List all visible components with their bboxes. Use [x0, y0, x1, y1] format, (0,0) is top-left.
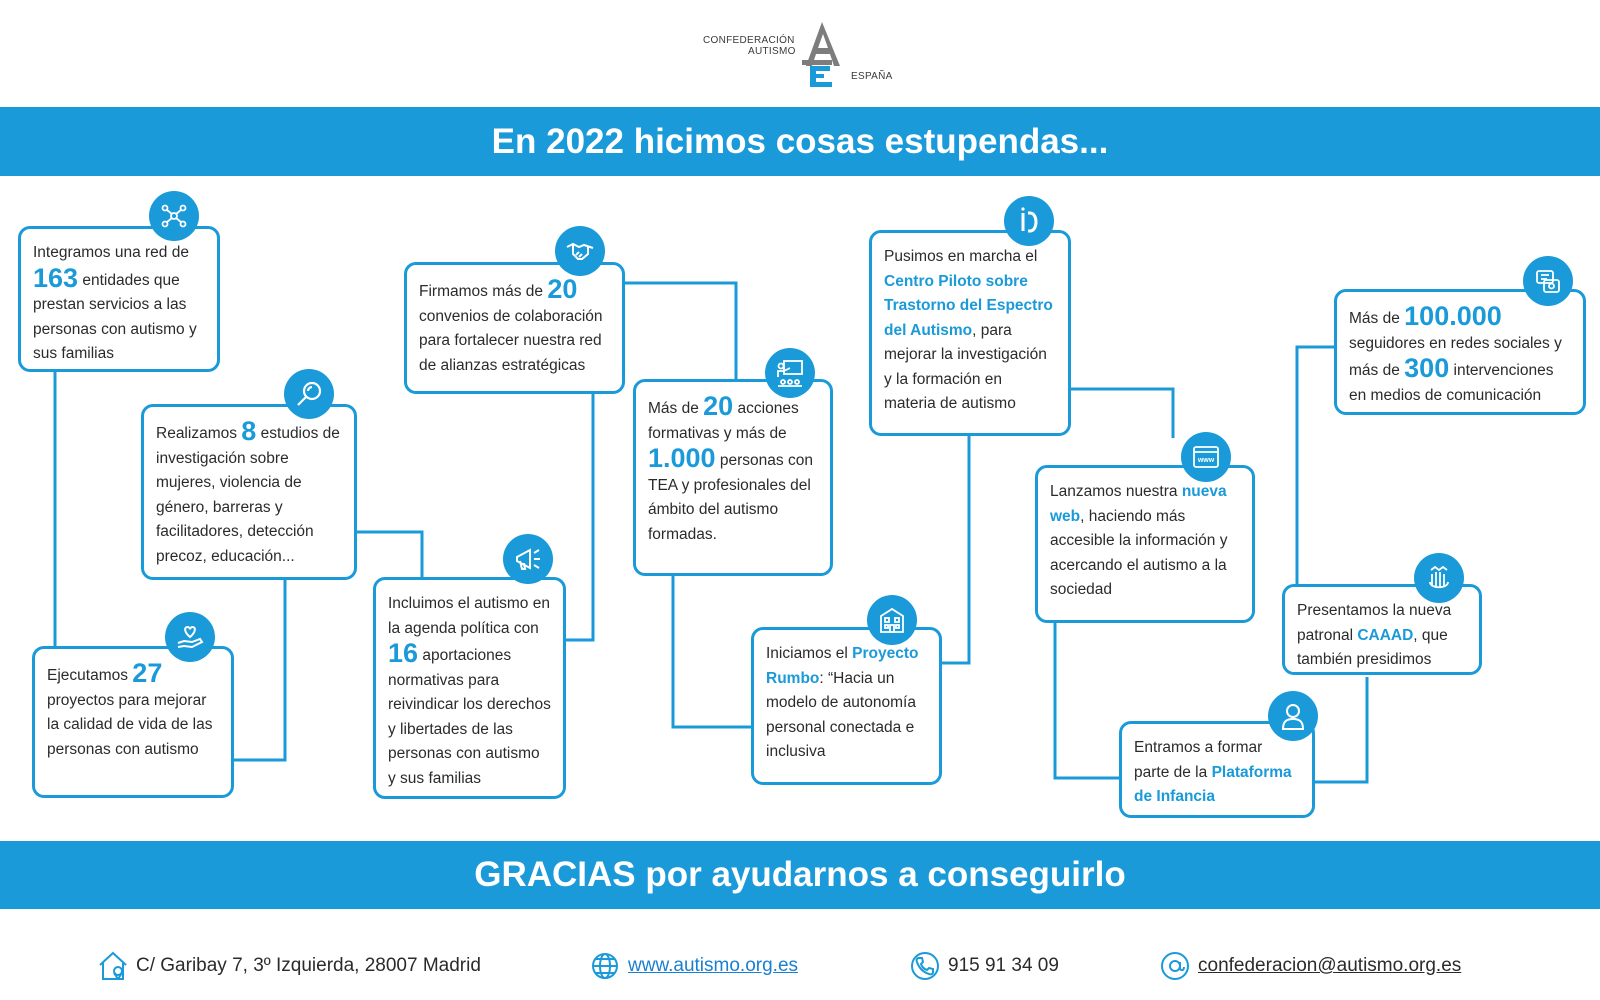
social-media-icon [1523, 256, 1573, 306]
achievement-training-card [633, 379, 833, 576]
achievement-social-media-card [1334, 289, 1586, 415]
card-text: personas con TEA y profesionales del ámbito del autismo formadas. [648, 452, 813, 543]
page-title: En 2022 hicimos cosas estupendas... [491, 121, 1109, 161]
card-text: , para mejorar la investigación y la formación en materia de autismo [884, 321, 1047, 412]
highlight-text: CAAAD [1357, 626, 1414, 644]
address-text: C/ Garibay 7, 3º Izquierda, 28007 Madrid [136, 955, 481, 976]
card-text: Lanzamos nuestra [1050, 483, 1178, 500]
thanks-band [0, 841, 1600, 909]
phone-icon [908, 949, 942, 983]
thanks-title: GRACIAS por ayudarnos a conseguirlo [474, 855, 1126, 894]
highlight-number: 20 [547, 274, 578, 304]
card-text: Más de [648, 400, 699, 417]
card-text: Entramos a formar parte de la [1134, 739, 1263, 781]
hands-together-icon [1414, 553, 1464, 603]
at-sign-icon [1158, 949, 1192, 983]
achievement-network-card [18, 226, 220, 372]
achievement-agreements-card [404, 262, 625, 394]
megaphone-icon [503, 534, 553, 584]
globe-icon [588, 949, 622, 983]
highlight-number: 27 [132, 658, 163, 688]
magnifier-icon [284, 369, 334, 419]
card-text: Realizamos [156, 425, 237, 442]
card-text: convenios de colaboración para fortalecer nuestra red de alianzas estratégicas [419, 307, 603, 374]
highlight-text: nueva web [1050, 483, 1227, 525]
card-text: Ejecutamos [47, 667, 128, 684]
highlight-text: Plataforma de Infancia [1134, 763, 1292, 805]
hand-heart-icon [165, 612, 215, 662]
network-icon [149, 191, 199, 241]
card-text: , que también presidimos [1297, 626, 1448, 668]
achievement-rumbo-card [751, 627, 942, 785]
highlight-text: Proyecto Rumbo [766, 645, 919, 687]
card-text: , haciendo más accesible la información y acercando el autismo a la sociedad [1050, 507, 1228, 598]
card-text: Firmamos más de [419, 283, 544, 300]
card-text: Pusimos en marcha el [884, 248, 1038, 265]
person-icon [1268, 691, 1318, 741]
logo-line-2: AUTISMO [748, 46, 796, 57]
card-text: entidades que prestan servicios a las personas con autismo y sus familias [33, 271, 197, 362]
card-text: : “Hacia un modelo de autonomía personal conectada e inclusiva [766, 669, 916, 760]
highlight-number: 163 [33, 262, 79, 293]
footer-phone[interactable] [908, 950, 1059, 982]
home-location-icon [96, 949, 130, 983]
website-link[interactable]: www.autismo.org.es [628, 955, 799, 976]
card-text: aportaciones normativas para reivindicar los derechos y libertades de las personas con autismo y sus familias [388, 647, 551, 787]
teacher-board-icon [765, 348, 815, 398]
centro-logo-icon [1004, 196, 1054, 246]
svg-text:www: www [1197, 457, 1215, 464]
handshake-icon [555, 226, 605, 276]
card-text: seguidores en redes sociales y más de [1349, 334, 1562, 379]
card-text: estudios de investigación sobre mujeres, violencia de género, barreras y facilitadores, detección precoz, educación... [156, 425, 340, 565]
highlight-text: Centro Piloto sobre Trastorno del Espectro del Autismo [884, 272, 1053, 339]
achievement-website-card [1035, 465, 1255, 623]
card-text: Iniciamos el [766, 645, 848, 662]
achievement-policy-card [373, 577, 566, 799]
achievement-projects-card [32, 646, 234, 798]
highlight-number: 20 [703, 391, 734, 421]
highlight-number: 8 [241, 416, 257, 446]
achievement-pilot-center-card [869, 230, 1071, 436]
logo-line-1: CONFEDERACIÓN [703, 35, 795, 46]
phone-text[interactable]: 915 91 34 09 [948, 955, 1059, 976]
card-text: intervenciones en medios de comunicación [1349, 362, 1554, 404]
achievement-research-card [141, 404, 357, 580]
footer-email[interactable] [1158, 950, 1461, 982]
highlight-number: 1.000 [648, 443, 716, 473]
highlight-number: 100.000 [1404, 301, 1502, 331]
card-text: acciones formativas y más de [648, 400, 799, 442]
card-text: Presentamos la nueva patronal [1297, 602, 1452, 644]
card-text: Incluimos el autismo en la agenda política con [388, 595, 550, 637]
card-text: Más de [1349, 310, 1400, 327]
card-text: proyectos para mejorar la calidad de vida de las personas con autismo [47, 691, 213, 758]
email-link[interactable]: confederacion@autismo.org.es [1198, 955, 1462, 976]
building-icon [867, 595, 917, 645]
footer-website[interactable] [588, 950, 798, 982]
browser-www-icon [1181, 432, 1231, 482]
logo-line-3: ESPAÑA [851, 71, 893, 82]
footer-address [96, 950, 481, 982]
highlight-number: 16 [388, 638, 419, 668]
card-text: Integramos una red de [33, 244, 189, 261]
highlight-number: 300 [1404, 353, 1450, 383]
